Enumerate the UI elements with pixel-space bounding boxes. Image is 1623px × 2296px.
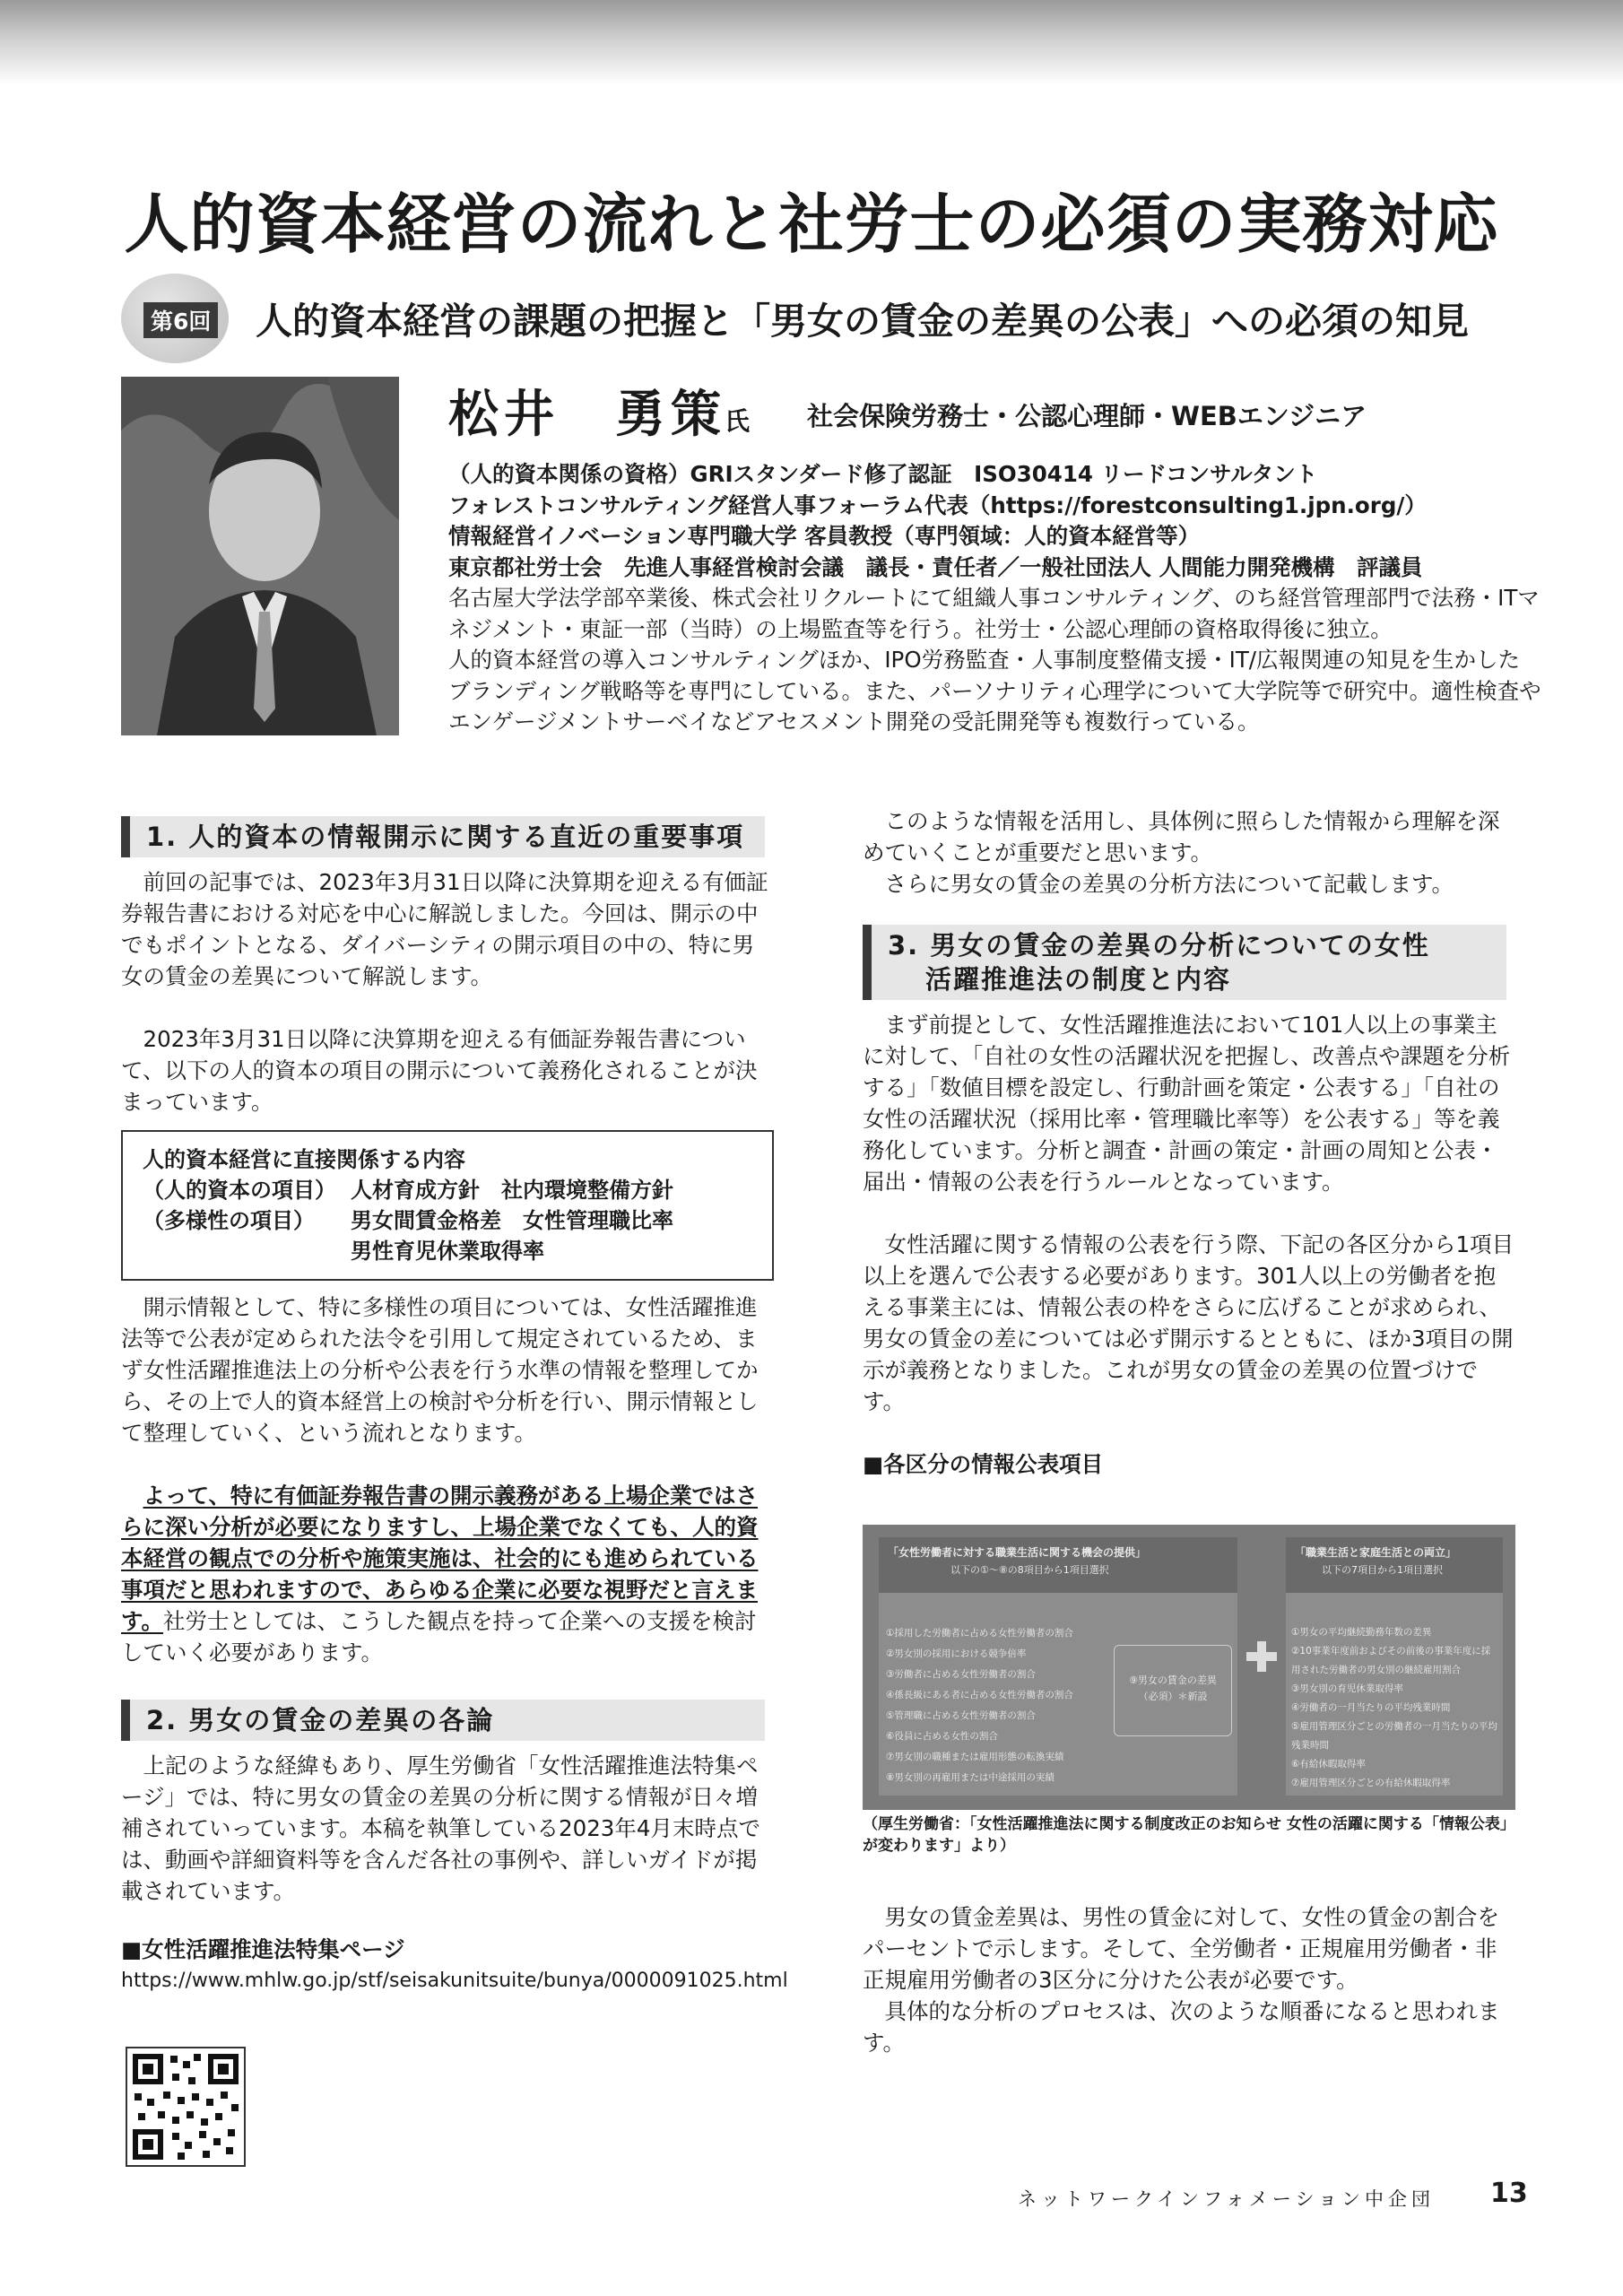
bio-line: エンゲージメントサーベイなどアセスメント開発の受託開発等も複数行っている。 (448, 709, 1260, 735)
figure-right-item: ④労働者の一月当たりの平均残業時間 (1291, 1702, 1451, 1713)
figure-right-item: ③男女別の育児休業取得率 (1291, 1683, 1403, 1694)
link-title: ■女性活躍推進法特集ページ (121, 1936, 405, 1962)
link-url[interactable]: https://www.mhlw.go.jp/stf/seisakunitsuite/bunya/0000091025.html (121, 1970, 788, 1992)
bio-line: ブランディング戦略等を専門にしている。また、パーソナリティ心理学について大学院等で研究中。適性検査や (448, 677, 1541, 704)
figure-right-item: ①男女の平均継続勤務年数の差異 (1291, 1627, 1432, 1638)
figure-left-sub: 以下の①～⑧の8項目から1項目選択 (950, 1564, 1109, 1576)
figure-left-item: ⑦男女別の職種または雇用形態の転換実績 (886, 1752, 1064, 1762)
article-subtitle: 人的資本経営の課題の把握と「男女の賃金の差異の公表」への必須の知見 (256, 300, 1469, 343)
figure-right-list (1291, 1623, 1499, 1793)
bio-line: フォレストコンサルティング経営人事フォーラム代表（https://forestconsulting1.jpn.org/） (448, 491, 1427, 518)
bio-line: 情報経営イノベーション専門職大学 客員教授（専門領域：人的資本経営等） (448, 523, 1201, 549)
section3-paragraph: 女性活躍に関する情報の公表を行う際、下記の各区分から1項目以上を選んで公表する必要があります。301人以上の労働者を抱える事業主には、情報公表の枠をさらに広げることが求められ、男女の賃金の差については必ず開示するとともに、ほか3項目の開示が義務となりました。これが男女の賃金の差異の位置づけです。 (863, 1231, 1515, 1414)
section3-heading (863, 925, 1506, 1000)
section2-heading: 2. 男女の賃金の差異の各論 (121, 1700, 765, 1741)
section3-heading-line: 活躍推進法の制度と内容 (925, 964, 1232, 995)
page-title: 人的資本経営の流れと社労士の必須の実務対応 (124, 187, 1499, 262)
qr-code[interactable] (126, 2047, 246, 2167)
publication-name: ネットワークインフォメーション中企団 (1018, 2188, 1436, 2210)
figure-left-header: 「女性労働者に対する職業生活に関する機会の提供」 (888, 1546, 1147, 1559)
section3-paragraph: 男女の賃金差異は、男性の賃金に対して、女性の賃金の割合をパーセントで示します。そして、全労働者・正規雇用労働者・非正規雇用労働者の3区分に分けた公表が必要です。 (863, 1904, 1500, 1993)
emphasis-text: よって、特に有価証券報告書の開示義務がある上場企業ではさらに深い分析が必要になりますし、上場企業でなくても、人的資本経営の観点での分析や施策実施は、社会的にも進められている事項だと思われますので、あらゆる企業に必要な視野だと言えます。 (121, 1483, 759, 1634)
bio-line: 東京都社労士会 先進人事経営検討会議 議長・責任者／一般社団法人 人間能力開発機構 評議員 (448, 553, 1423, 580)
section1-paragraph (121, 1480, 774, 1668)
left-column (121, 816, 788, 1996)
figure-left-item: ④係長級にある者に占める女性労働者の割合 (886, 1690, 1073, 1700)
section2-paragraph: 上記のような経緯もあり、厚生労働省「女性活躍推進法特集ページ」では、特に男女の賃金の差異の分析に関する情報が日々増補されていっています。本稿を執筆している2023年4月末時点では、動画や詳細資料等を含んだ各社の事例や、詳しいガイドが掲載されています。 (121, 1752, 760, 1904)
section3-paragraph: まず前提として、女性活躍推進法において101人以上の事業主に対して、「自社の女性の活躍状況を把握し、改善点や課題を分析する」「数値目標を設定し、行動計画を策定・公表する」「自社の女性の活躍状況（採用比率・管理職比率等）を公表する」等を義務化しています。分析と調査・計画の策定・計画の周知と公表・届出・情報の公表を行うルールとなっています。 (863, 1012, 1511, 1195)
paragraph-continuation: 社労士としては、こうした観点を持って企業への支援を検討していく必要があります。 (121, 1608, 757, 1665)
box-row (143, 1175, 752, 1205)
right-column (863, 805, 1515, 1480)
figure-left-item: ⑤管理職に占める女性労働者の割合 (886, 1710, 1036, 1721)
box-row-value: 人材育成方針 社内環境整備方針 (351, 1178, 673, 1203)
section1-paragraph: 前回の記事では、2023年3月31日以降に決算期を迎える有価証券報告書における対応を中心に解説しました。今回は、開示の中でもポイントとなる、ダイバーシティの開示項目の中の、特に男女の賃金の差異について解説します。 (121, 869, 768, 989)
bio-line: 名古屋大学法学部卒業後、株式会社リクルートにて組織人事コンサルティング、のち経営管理部門で法務・ITマ (448, 585, 1540, 611)
figure-mid-box (1114, 1645, 1232, 1736)
disclosure-items-figure (863, 1525, 1515, 1810)
box-row-label: （多様性の項目） (143, 1208, 315, 1233)
author-photo (121, 377, 399, 735)
section1-paragraph: 2023年3月31日以降に決算期を迎える有価証券報告書について、以下の人的資本の項目の開示について義務化されることが決まっています。 (121, 1026, 758, 1115)
box-row (143, 1205, 752, 1236)
section1-heading: 1. 人的資本の情報開示に関する直近の重要事項 (121, 816, 765, 857)
box-row (143, 1236, 752, 1266)
figure-left-item: ⑧男女別の再雇用または中途採用の実績 (886, 1772, 1055, 1783)
bio-line: 人的資本経営の導入コンサルティングほか、IPO労務監査・人事制度整備支援・IT/広報関連の知見を生かした (448, 647, 1521, 673)
figure-left-item: ①採用した労働者に占める女性労働者の割合 (886, 1628, 1073, 1639)
section3-paragraph: 具体的な分析のプロセスは、次のような順番になると思われます。 (863, 1998, 1500, 2056)
figure-left-panel (879, 1537, 1237, 1796)
section1-paragraph: 開示情報として、特に多様性の項目については、女性活躍推進法等で公表が定められた法令を引用して規定されているため、まず女性活躍推進法上の分析や公表を行う水準の情報を整理してから、その上で人的資本経営上の検討や分析を行い、開示情報として整理していく、という流れとなります。 (121, 1294, 759, 1446)
author-bio (448, 459, 1541, 738)
figure-title: ■各区分の情報公表項目 (863, 1451, 1104, 1477)
figure-right-item: ⑦雇用管理区分ごとの有給休暇取得率 (1291, 1778, 1451, 1788)
page-number: 13 (1490, 2178, 1528, 2209)
box-title: 人的資本経営に直接関係する内容 (143, 1147, 465, 1172)
figure-right-item: ⑥有給休暇取得率 (1291, 1759, 1366, 1770)
disclosure-items-box (121, 1130, 774, 1281)
header-band (0, 0, 1623, 85)
figure-left-item: ③労働者に占める女性労働者の割合 (886, 1669, 1036, 1680)
figure-left-item: ⑥役員に占める女性の割合 (886, 1731, 998, 1742)
bio-line: ネジメント・東証一部（当時）の上場監査等を行う。社労士・公認心理師の資格取得後に独立。 (448, 615, 1393, 642)
figure-caption: （厚生労働省：「女性活躍推進法に関する制度改正のお知らせ 女性の活躍に関する「情報公表」が変わります」より） (863, 1815, 1515, 1855)
author-name: 松井 勇策 (448, 386, 726, 444)
figure-right-item: ②10事業年度前およびその前後の事業年度に採用された労働者の男女別の継続雇用割合 (1291, 1646, 1491, 1675)
box-row-value: 男女間賃金格差 女性管理職比率 (351, 1208, 673, 1233)
section3-heading-line: 3. 男女の賃金の差異の分析についての女性 (888, 930, 1430, 961)
plus-icon (1246, 1641, 1277, 1672)
figure-left-list (886, 1623, 1101, 1788)
figure-right-panel (1286, 1537, 1503, 1796)
box-row-label (143, 1236, 351, 1266)
intro-paragraph: このような情報を活用し、具体例に照らした情報から理解を深めていくことが重要だと思います。 (863, 808, 1500, 865)
author-roles: 社会保険労務士・公認心理師・WEBエンジニア (807, 401, 1367, 431)
box-row-value: 男性育児休業取得率 (351, 1239, 544, 1264)
figure-right-sub: 以下の7項目から1項目選択 (1322, 1564, 1443, 1576)
figure-right-header: 「職業生活と家庭生活との両立」 (1295, 1546, 1457, 1559)
right-column-bottom (863, 1901, 1515, 2058)
intro-paragraph: さらに男女の賃金の差異の分析方法について記載します。 (863, 871, 1454, 897)
figure-mid-text: ⑨男女の賃金の差異（必須）＊新設 (1129, 1674, 1217, 1702)
box-row-label: （人的資本の項目） (143, 1178, 336, 1203)
series-label: 第6回 (143, 302, 218, 338)
author-honorific: 氏 (725, 406, 751, 436)
figure-left-item: ②男女別の採用における競争倍率 (886, 1648, 1027, 1659)
bio-line: （人的資本関係の資格）GRIスタンダード修了認証 ISO30414 リードコンサルタント (448, 461, 1318, 487)
figure-right-item: ⑤雇用管理区分ごとの労働者の一月当たりの平均残業時間 (1291, 1721, 1497, 1751)
